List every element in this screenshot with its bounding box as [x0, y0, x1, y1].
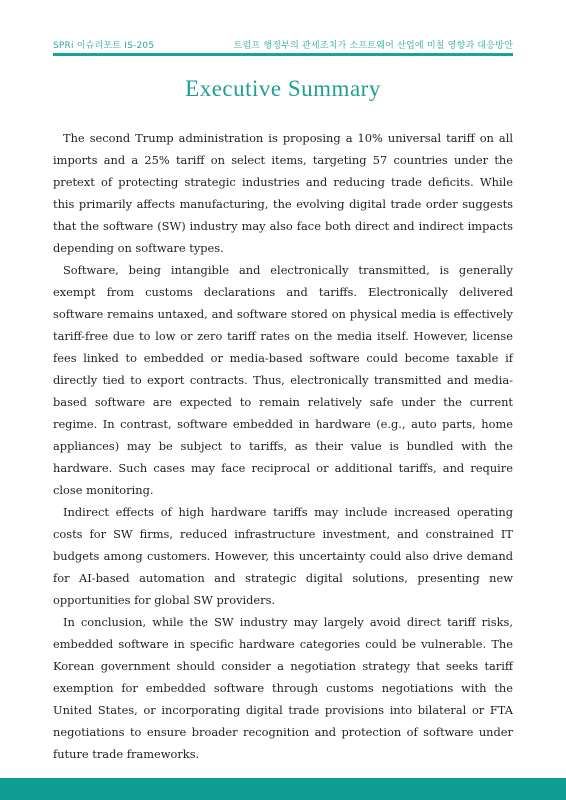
summary-body: [53, 127, 513, 765]
paragraph-3: Indirect effects of high hardware tariffs may include increased operating costs for SW firms, reduced infrastructure investment, and constrained IT budgets among customers. However, this uncertainty could also drive demand for AI-based automation and strategic digital solutions, presenting new opportunities for global SW providers.: [53, 505, 513, 607]
paragraph-2: Software, being intangible and electronically transmitted, is generally exempt from customs declarations and tariffs. Electronically delivered software remains untaxed, and software stored on physical media is effectively tariff-free due to low or zero tariff rates on the media itself. However, license fees linked to embedded or media-based software could become taxable if directly tied to export contracts. Thus, electronically transmitted and media-based software are expected to remain relatively safe under the current regime. In contrast, software embedded in hardware (e.g., auto parts, home appliances) may be subject to tariffs, as their value is bundled with the hardware. Such cases may face reciprocal or additional tariffs, and require close monitoring.: [53, 263, 513, 497]
report-id: SPRi 이슈리포트 IS-205: [53, 41, 155, 51]
footer-band: [0, 778, 566, 800]
page-title: Executive Summary: [185, 76, 381, 101]
paragraph-1: The second Trump administration is proposing a 10% universal tariff on all imports and a 25% tariff on select items, targeting 57 countries under the pretext of protecting strategic industries and reducing trade deficits. While this primarily affects manufacturing, the evolving digital trade order suggests that the software (SW) industry may also face both direct and indirect impacts depending on software types.: [53, 131, 513, 255]
paragraph-4: In conclusion, while the SW industry may largely avoid direct tariff risks, embedded software in specific hardware categories could be vulnerable. The Korean government should consider a negotiation strategy that seeks tariff exemption for embedded software through customs negotiations with the United States, or incorporating digital trade provisions into bilateral or FTA negotiations to ensure broader recognition and protection of software under future trade frameworks.: [53, 615, 513, 761]
running-header: [53, 37, 513, 51]
header-divider: [53, 53, 513, 56]
report-title-korean: 트럼프 행정부의 관세조치가 소프트웨어 산업에 미칠 영향과 대응방안: [233, 41, 513, 51]
